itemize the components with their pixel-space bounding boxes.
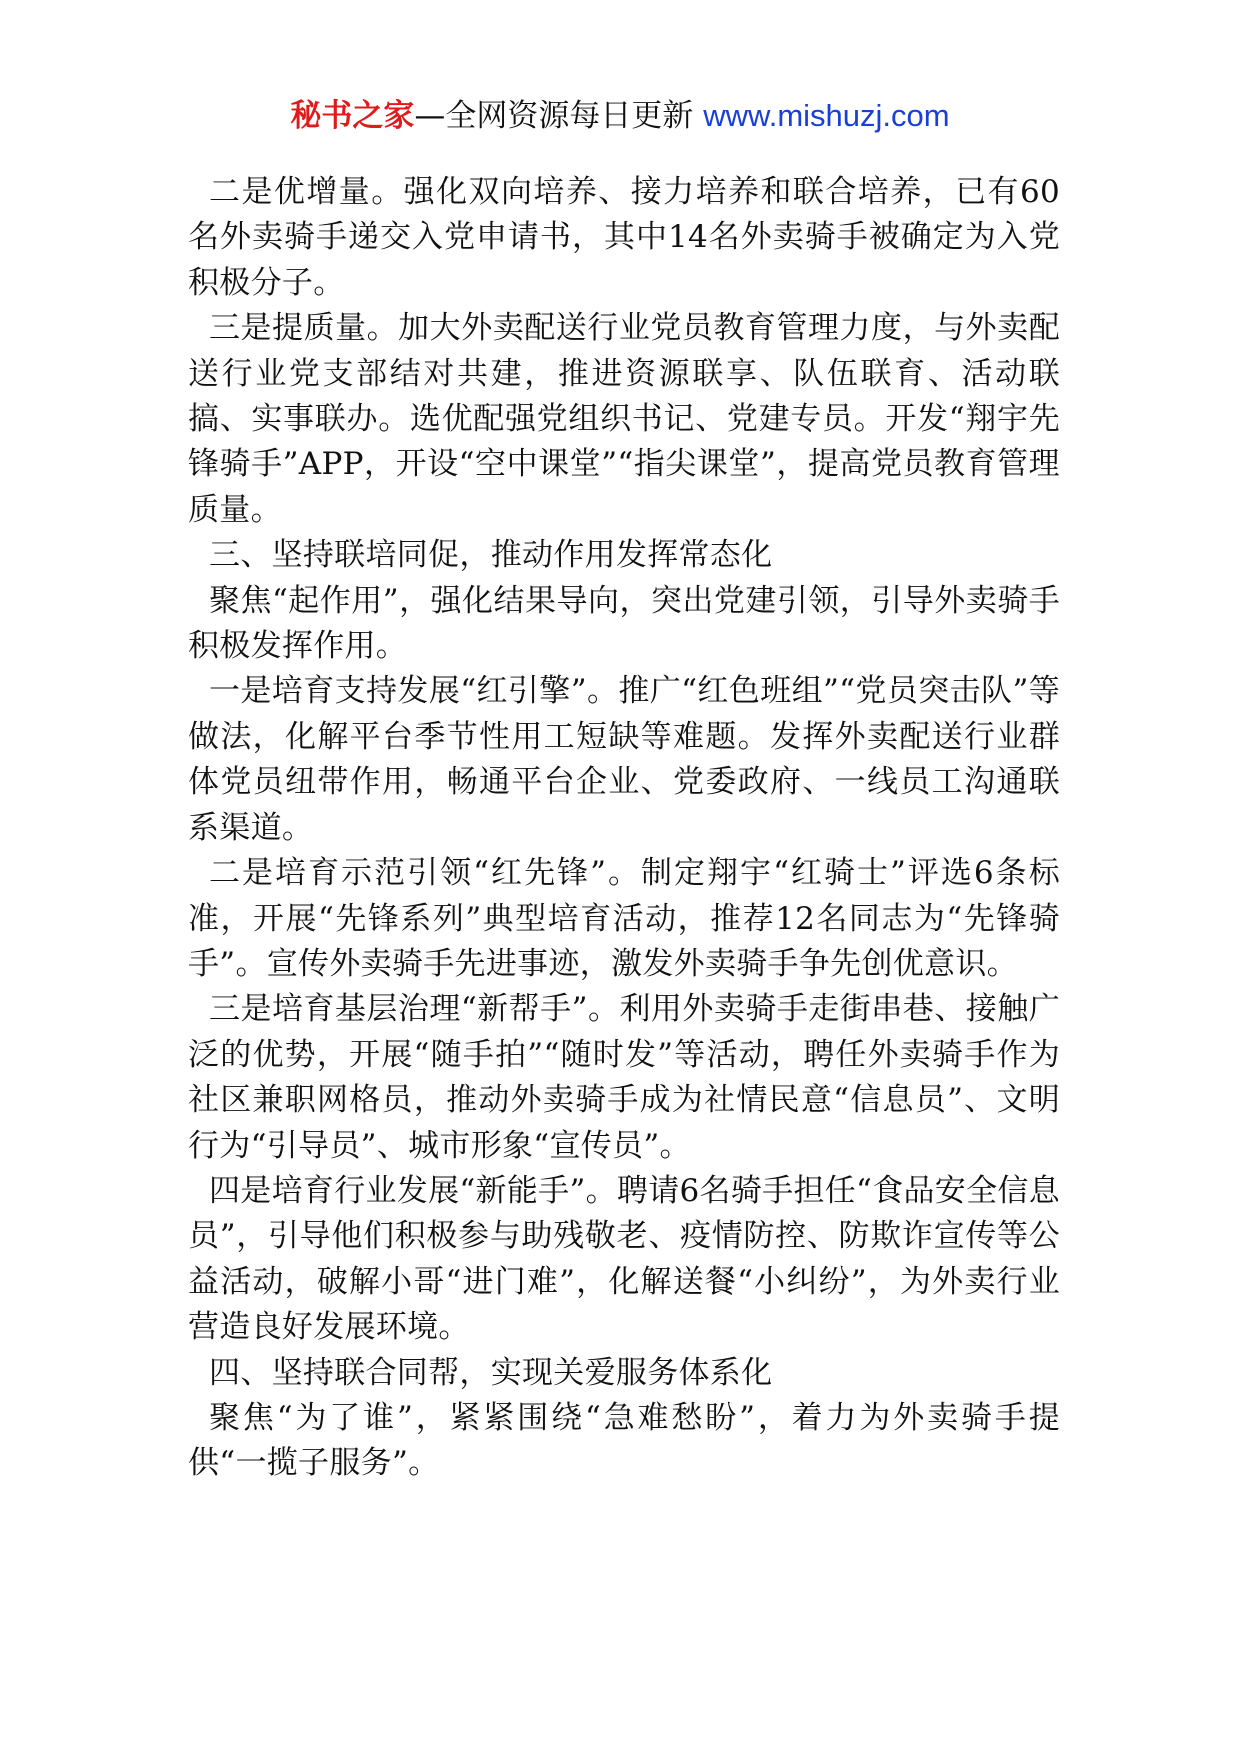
- paragraph-increase-quantity: 二是优增量。强化双向培养、接力培养和联合培养，已有60名外卖骑手递交入党申请书，其中14名外卖骑手被确定为入党积极分子。: [188, 174, 1060, 301]
- site-tagline: —全网资源每日更新: [414, 98, 704, 134]
- section-heading-3: 三、坚持联培同促，推动作用发挥常态化: [209, 537, 773, 574]
- site-url-link[interactable]: www.mishuzj.com: [703, 98, 950, 133]
- paragraph-new-expert: 四是培育行业发展“新能手”。聘请6名骑手担任“食品安全信息员”，引导他们积极参与助残敬老、疫情防控、防欺诈宣传等公益活动，破解小哥“进门难”，化解送餐“小纠纷”，为外卖行业营造良好发展环境。: [188, 1172, 1060, 1346]
- paragraph-section-3-intro: 聚焦“起作用”，强化结果导向，突出党建引领，引导外卖骑手积极发挥作用。: [188, 582, 1060, 665]
- paragraph-red-engine: 一是培育支持发展“红引擎”。推广“红色班组”“党员突击队”等做法，化解平台季节性用工短缺等难题。发挥外卖配送行业群体党员纽带作用，畅通平台企业、党委政府、一线员工沟通联系渠道。: [188, 673, 1060, 846]
- paragraph-section-4-intro: 聚焦“为了谁”，紧紧围绕“急难愁盼”，着力为外卖骑手提供“一揽子服务”。: [188, 1399, 1060, 1482]
- section-heading-4: 四、坚持联合同帮，实现关爱服务体系化: [209, 1354, 773, 1391]
- site-header: [0, 96, 1240, 136]
- paragraph-improve-quality: 三是提质量。加大外卖配送行业党员教育管理力度，与外卖配送行业党支部结对共建，推进资源联享、队伍联育、活动联搞、实事联办。选优配强党组织书记、党建专员。开发“翔宇先锋骑手”APP，开设“空中课堂”“指尖课堂”，提高党员教育管理质量。: [188, 310, 1060, 528]
- document-body: [188, 170, 1060, 1487]
- paragraph-new-helper: 三是培育基层治理“新帮手”。利用外卖骑手走街串巷、接触广泛的优势，开展“随手拍”“随时发”等活动，聘任外卖骑手作为社区兼职网格员，推动外卖骑手成为社情民意“信息员”、文明行为“引导员”、城市形象“宣传员”。: [188, 991, 1060, 1164]
- paragraph-red-pioneer: 二是培育示范引领“红先锋”。制定翔宇“红骑士”评选6条标准，开展“先锋系列”典型培育活动，推荐12名同志为“先锋骑手”。宣传外卖骑手先进事迹，激发外卖骑手争先创优意识。: [188, 855, 1060, 982]
- site-brand: 秘书之家: [290, 98, 415, 134]
